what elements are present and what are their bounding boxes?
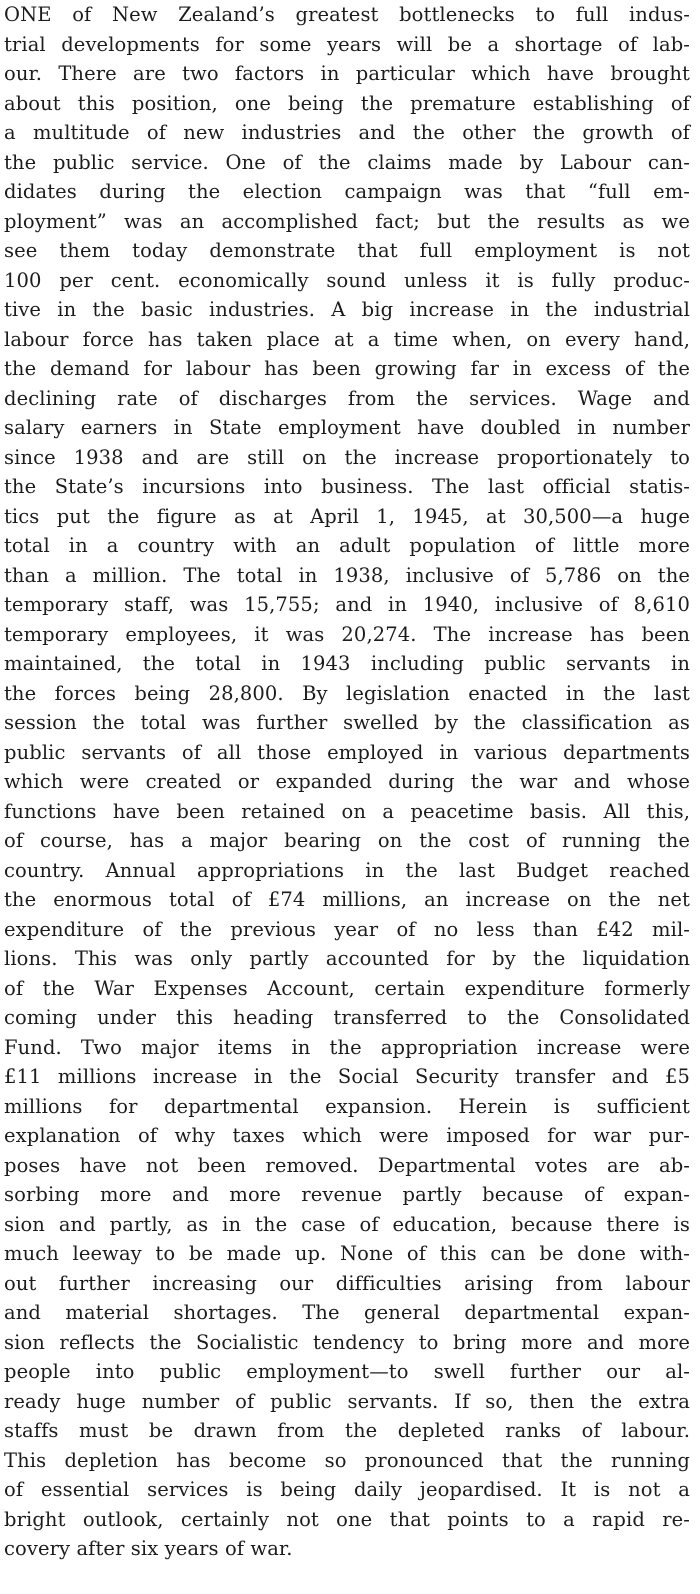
article-line: Fund. Two major items in the appropriation increase were [4, 1035, 690, 1059]
article-line: £11 millions increase in the Social Security transfer and £5 [4, 1065, 690, 1088]
article-line: tive in the basic industries. A big increase in the industrial [4, 298, 690, 321]
article-line: 100 per cent. economically sound unless it is fully produc- [4, 268, 690, 292]
article-line: sion reflects the Socialistic tendency to bring more and more [4, 1330, 690, 1354]
article-line: the public service. One of the claims made by Labour can- [4, 150, 690, 174]
article-line: lions. This was only partly accounted for by the liquidation [4, 947, 690, 970]
article-line: ready huge number of public servants. If so, then the extra [4, 1389, 690, 1413]
article-line: of essential services is being daily jeopardised. It is not a [4, 1478, 690, 1501]
article-line: temporary staff, was 15,755; and in 1940, inclusive of 8,610 [4, 593, 690, 616]
article-line: sion and partly, as in the case of education, because there is [4, 1212, 690, 1236]
article-line: functions have been retained on a peacetime basis. All this, [4, 799, 690, 823]
article-line: bright outlook, certainly not one that points to a rapid re- [4, 1507, 690, 1531]
article-line: much leeway to be made up. None of this can be done with- [4, 1242, 690, 1265]
article-line: our. There are two factors in particular which have brought [4, 62, 690, 85]
article-line: This depletion has become so pronounced that the running [4, 1448, 690, 1472]
article-line: declining rate of discharges from the services. Wage and [4, 386, 690, 410]
article-body [4, 0, 690, 1564]
article-line: and material shortages. The general departmental expan- [4, 1301, 690, 1324]
article-line: labour force has taken place at a time when, on every hand, [4, 327, 690, 351]
article-line: the forces being 28,800. By legislation enacted in the last [4, 681, 690, 705]
article-line: sorbing more and more revenue partly because of expan- [4, 1183, 690, 1206]
article-line: the State’s incursions into business. The last official statis- [4, 475, 690, 498]
article-line: than a million. The total in 1938, inclusive of 5,786 on the [4, 563, 690, 587]
article-line: ployment” was an accomplished fact; but the results as we [4, 209, 690, 233]
article-line: explanation of why taxes which were imposed for war pur- [4, 1124, 690, 1147]
article-line: public servants of all those employed in various departments [4, 740, 690, 764]
article-line: country. Annual appropriations in the last Budget reached [4, 858, 690, 882]
article-line: trial developments for some years will be a shortage of lab- [4, 32, 690, 56]
article-line: session the total was further swelled by the classification as [4, 711, 690, 734]
article-line: see them today demonstrate that full employment is not [4, 239, 690, 262]
article-line: expenditure of the previous year of no less than £42 mil- [4, 917, 690, 941]
article-line: since 1938 and are still on the increase proportionately to [4, 445, 690, 469]
article-line: tics put the figure as at April 1, 1945, at 30,500—a huge [4, 504, 690, 528]
article-line: a multitude of new industries and the other the growth of [4, 121, 690, 144]
article-line: total in a country with an adult population of little more [4, 534, 690, 557]
article-line: staffs must be drawn from the depleted ranks of labour. [4, 1419, 690, 1442]
article-line: the demand for labour has been growing far in excess of the [4, 357, 690, 380]
article-line: out further increasing our difficulties arising from labour [4, 1271, 690, 1295]
article-line: about this position, one being the premature establishing of [4, 91, 690, 115]
article-line: which were created or expanded during the war and whose [4, 770, 690, 793]
article-line: covery after six years of war. [4, 1537, 293, 1560]
article-line: coming under this heading transferred to the Consolidated [4, 1006, 690, 1029]
article-line: of course, has a major bearing on the cost of running the [4, 829, 690, 852]
article-line: maintained, the total in 1943 including public servants in [4, 652, 690, 675]
article-line: of the War Expenses Account, certain expenditure formerly [4, 976, 690, 1000]
article-line: didates during the election campaign was that “full em- [4, 180, 690, 203]
article-line: salary earners in State employment have doubled in number [4, 416, 690, 439]
article-line: the enormous total of £74 millions, an increase on the net [4, 888, 690, 911]
article-line: people into public employment—to swell further our al- [4, 1360, 690, 1383]
article-line: ONE of New Zealand’s greatest bottlenecks to full indus- [4, 3, 690, 26]
article-line: poses have not been removed. Departmental votes are ab- [4, 1153, 690, 1177]
article-line: millions for departmental expansion. Herein is sufficient [4, 1094, 690, 1118]
article-line: temporary employees, it was 20,274. The increase has been [4, 622, 690, 646]
